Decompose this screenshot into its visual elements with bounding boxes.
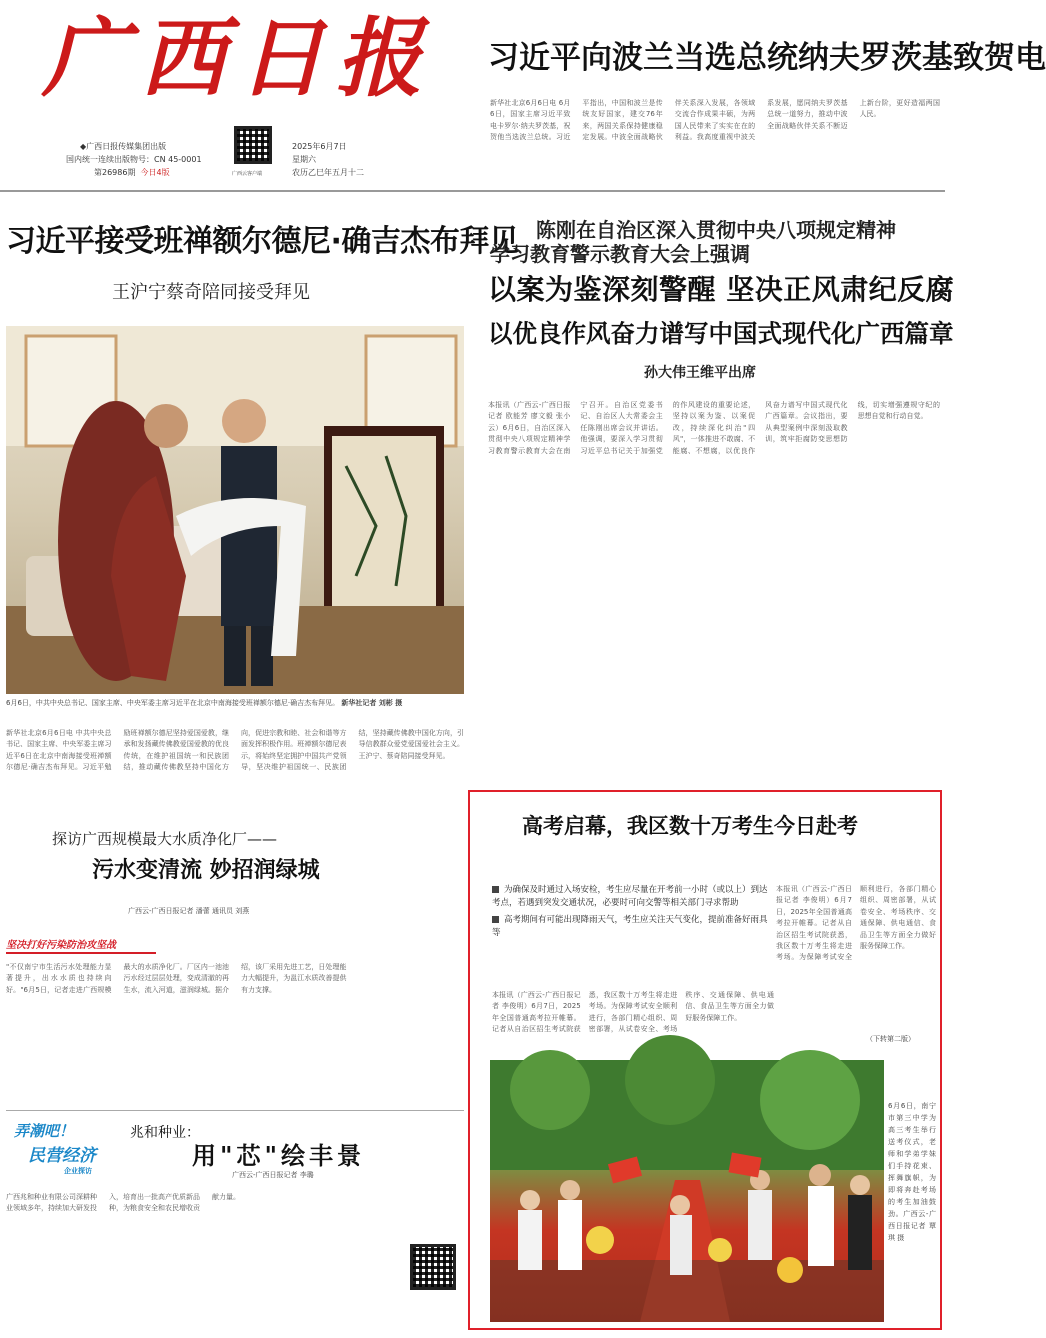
- masthead-rule: [0, 190, 945, 192]
- right-kicker-line2: 学习教育警示教育大会上强调: [490, 242, 750, 266]
- gaokao-more[interactable]: （下转第二版）: [866, 1035, 915, 1043]
- seed-headline[interactable]: 用"芯"绘丰景: [192, 1141, 366, 1170]
- right-kicker-line1: 陈刚在自治区深入贯彻中央八项规定精神: [536, 218, 896, 242]
- gaokao-photo-send-off[interactable]: [490, 1060, 884, 1322]
- private-economy-badge: [14, 1120, 124, 1180]
- gaokao-body-right: 本报讯（广西云-广西日报记者 李俊明）6月7日，2025年全国普通高考拉开帷幕。记者从自治区招生考试院获悉，我区数十万考生将走进考场。为保障考试安全顺利进行，各部门精心组织、周密部署，从试卷安全、考场秩序、交通保障、供电通信、食品卫生等方面全力做好服务保障工作。: [776, 885, 936, 962]
- wastewater-headline[interactable]: 污水变清流 妙招润绿城: [92, 857, 320, 883]
- badge-line2: 民营经济: [28, 1146, 96, 1166]
- masthead-publisher-block: [66, 140, 226, 179]
- wastewater-kicker: 探访广西规模最大水质净化厂——: [52, 830, 278, 848]
- right-headline-line1[interactable]: 以案为鉴深刻警醒 坚决正风肃纪反腐: [488, 273, 955, 306]
- gaokao-photo-caption: 6月6日，南宁市第三中学为高三考生举行送考仪式，老师和学弟学妹们手持花束、挥舞旗帜，为即将奔赴考场的考生加油鼓劲。广西云-广西日报记者 覃琪 摄: [888, 1102, 936, 1242]
- weekday: 星期六: [292, 155, 316, 164]
- pollution-badge: 坚决打好污染防治攻坚战: [6, 938, 156, 954]
- left-subhead: 王沪宁蔡奇陪同接受拜见: [112, 282, 310, 303]
- seed-byline: 广西云-广西日报记者 李璐: [232, 1171, 314, 1179]
- page-count: 今日4版: [140, 168, 170, 177]
- lunar-date: 农历乙巳年五月十二: [292, 168, 364, 177]
- caption-text: 6月6日，中共中央总书记、国家主席、中央军委主席习近平在北京中南海接受班禅额尔德尼·确吉杰布拜见。: [6, 699, 340, 707]
- gaokao-bullets: [492, 884, 768, 940]
- masthead-qr-code[interactable]: [234, 126, 272, 164]
- right-headline-line2[interactable]: 以优良作风奋力谱写中国式现代化广西篇章: [488, 319, 954, 348]
- qr-caption: 广西云客户端: [232, 171, 263, 177]
- seed-body: 广西兆和种业有限公司深耕种业领域多年，持续加大研发投入，培育出一批高产优质新品种，为粮食安全和农民增收贡献力量。: [6, 1193, 240, 1213]
- date: 2025年6月7日: [292, 142, 347, 151]
- gaokao-body: 本报讯（广西云-广西日报记者 李俊明）6月7日，2025年全国普通高考拉开帷幕。记者从自治区招生考试院获悉，我区数十万考生将走进考场。为保障考试安全顺利进行，各部门精心组织、周密部署，从试卷安全、考场秩序、交通保障、供电通信、食品卫生等方面全力做好服务保障工作。: [492, 991, 774, 1034]
- bullet-square-icon: [492, 916, 499, 923]
- badge-line3: 企业探访: [64, 1167, 92, 1175]
- right-subhead: 孙大伟王维平出席: [644, 365, 756, 381]
- issue-number: 第26986期: [94, 168, 136, 177]
- seed-qr-code[interactable]: [410, 1244, 456, 1290]
- left-photo-illustration: [6, 326, 464, 694]
- seed-kicker: 兆和种业：: [130, 1125, 200, 1141]
- badge-line1: 弄潮吧！: [14, 1122, 75, 1140]
- masthead-date-block: [292, 140, 402, 179]
- wastewater-byline: 广西云-广西日报记者 潘蕾 通讯员 刘燕: [128, 907, 250, 915]
- gaokao-bullet-2: 高考期间有可能出现降雨天气，考生应关注天气变化，提前准备好雨具等: [492, 915, 768, 938]
- wastewater-body: "不仅南宁市生活污水处理能力显著提升，出水水质也持续向好。"6月5日，记者走进广西规模最大的水质净化厂。厂区内一池池污水经过层层处理，变成清澈的再生水，流入河道，滋润绿城。据介绍，该厂采用先进工艺，日处理能力大幅提升，为邕江水质改善提供有力支撑。: [6, 963, 347, 994]
- gaokao-headline[interactable]: 高考启幕，我区数十万考生今日赴考: [522, 813, 858, 838]
- section-rule: [6, 1110, 464, 1111]
- gaokao-bullet-1: 为确保及时通过入场安检，考生应尽量在开考前一小时（或以上）到达考点，若遇到突发交通状况，必要时可向交警等相关部门寻求帮助: [492, 885, 768, 908]
- left-headline[interactable]: 习近平接受班禅额尔德尼·确吉杰布拜见: [6, 224, 519, 259]
- left-photo-xi-panchen[interactable]: [6, 326, 464, 694]
- gaokao-photo-illustration: [490, 1060, 884, 1322]
- right-story-body: 本报讯（广西云-广西日报记者 欧能芳 廖文毅 张小云）6月6日，自治区深入贯彻中央八项规定精神学习教育警示教育大会在南宁召开。自治区党委书记、自治区人大常委会主任陈刚出席会议并讲话。他强调，要深入学习贯彻习近平总书记关于加强党的作风建设的重要论述，坚持以案为鉴、以案促改，持续深化纠治"四风"，一体推进不敢腐、不能腐、不想腐，以优良作风奋力谱写中国式现代化广西篇章。会议指出，要从典型案例中深刻汲取教训，筑牢拒腐防变思想防线，切实增强遵规守纪的思想自觉和行动自觉。: [488, 401, 940, 455]
- left-photo-caption: [6, 698, 464, 722]
- publisher: ◆广西日报传媒集团出版: [80, 142, 167, 151]
- masthead-logo: 广西日报: [42, 8, 434, 109]
- photo-credit: 新华社记者 刘彬 摄: [341, 699, 403, 707]
- top-story-headline[interactable]: 习近平向波兰当选总统纳夫罗茨基致贺电: [488, 40, 1046, 76]
- top-story-body: 新华社北京6月6日电 6月6日，国家主席习近平致电卡罗尔·纳夫罗茨基，祝贺他当选波兰总统。习近平指出，中国和波兰是传统友好国家，建交76年来，两国关系保持健康稳定发展。中波全面战略伙伴关系深入发展，各领域交流合作成果丰硕，为两国人民带来了实实在在的利益。我高度重视中波关系发展，愿同纳夫罗茨基总统一道努力，推动中波全面战略伙伴关系不断迈上新台阶，更好造福两国人民。: [490, 99, 940, 142]
- cn-number: 国内统一连续出版物号：CN 45-0001: [66, 155, 202, 164]
- left-story-body: 新华社北京6月6日电 中共中央总书记、国家主席、中央军委主席习近平6日在北京中南海接受班禅额尔德尼·确吉杰布拜见。习近平勉励班禅额尔德尼坚持爱国爱教，继承和发扬藏传佛教爱国爱教的优良传统，在维护祖国统一和民族团结，推动藏传佛教坚持中国化方向，促进宗教和睦、社会和谐等方面发挥积极作用。班禅额尔德尼表示，将始终坚定拥护中国共产党领导，坚决维护祖国统一、民族团结，坚持藏传佛教中国化方向，引导信教群众爱党爱国爱社会主义。王沪宁、蔡奇陪同接受拜见。: [6, 729, 464, 772]
- bullet-square-icon: [492, 886, 499, 893]
